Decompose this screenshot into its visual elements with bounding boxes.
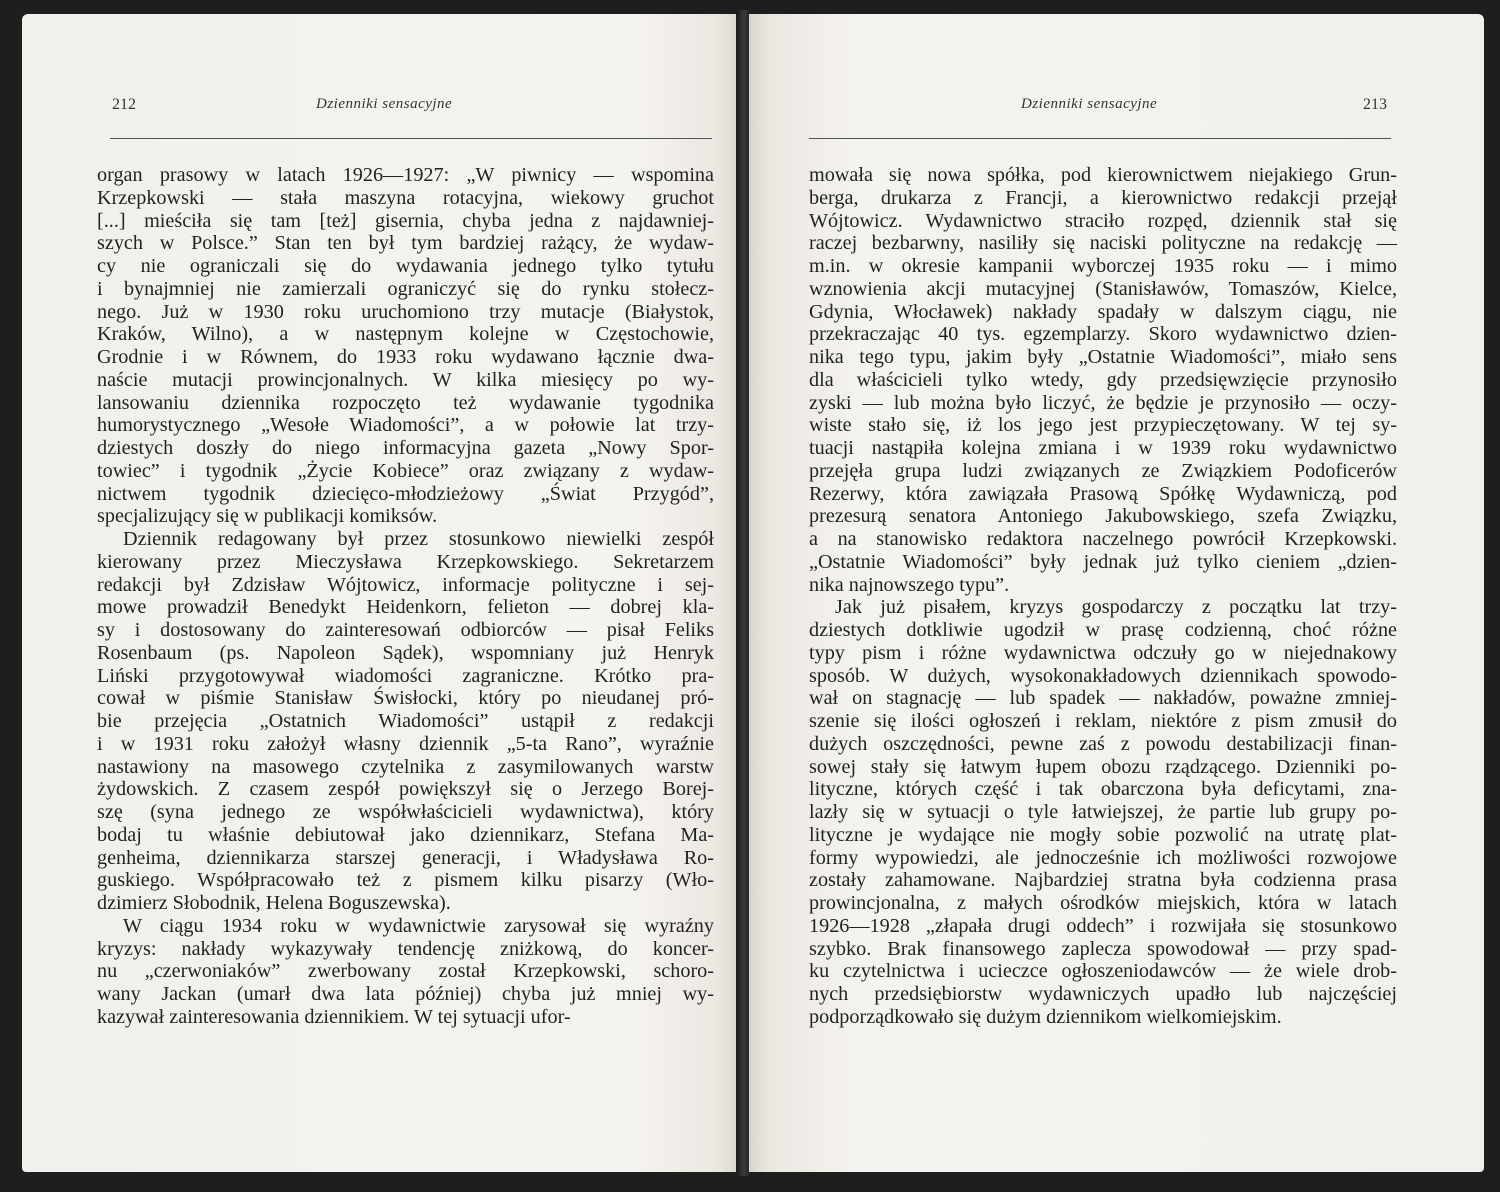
text-line: nastawiony na masowego czytelnika z zasymilowanych warstw — [97, 755, 714, 778]
text-line: lityczne je wydające nie mogły sobie pozwolić na utratę plat- — [809, 823, 1397, 846]
text-line: dzimierz Słobodnik, Helena Boguszewska). — [97, 892, 451, 914]
text-line: typy pism i różne wydawnictwa odczuły go w niejednakowy — [809, 641, 1397, 664]
text-line: wiste stało się, iż los jego jest przypieczętowany. W tej sy- — [809, 414, 1397, 437]
text-line: szenie się ilości ogłoszeń i reklam, niektóre z pism zmusił do — [809, 710, 1397, 732]
text-line: kierowany przez Mieczysława Krzepkowskiego. Sekretarzem — [97, 550, 714, 573]
right-running-head — [811, 96, 1391, 118]
text-line: szę (syna jednego ze współwłaścicieli wydawnictwa), który — [97, 801, 714, 823]
text-line: Krzepkowski — stała maszyna rotacyjna, wiekowy gruchot — [97, 186, 714, 209]
text-line: Rezerwy, która zawiązała Prasową Spółkę Wydawniczą, pod — [809, 482, 1397, 505]
text-line: mowała się nowa spółka, pod kierownictwem niejakiego Grun- — [809, 164, 1397, 186]
text-line: cował w piśmie Stanisław Świsłocki, który po nieudanej pró- — [97, 687, 714, 710]
text-line: kryzys: nakłady wykazywały tendencję zniżkową, do koncer- — [97, 937, 714, 960]
text-line: guskiego. Współpracowało też z pismem kilku pisarzy (Wło- — [97, 869, 714, 892]
right-body-text — [809, 164, 1397, 1029]
text-line: sposób. W dużych, wysokonakładowych dziennikach spowodo- — [809, 664, 1397, 687]
text-line: 1926—1928 „złapała drugi oddech” i rozwijała się stosunkowo — [809, 914, 1397, 937]
text-line: berga, drukarza z Francji, a kierownictwo redakcji przejął — [809, 186, 1397, 209]
text-line: i bynajmniej nie zamierzali ograniczyć się do rynku stołecz- — [97, 277, 714, 300]
right-page — [749, 14, 1484, 1172]
text-line: Wójtowicz. Wydawnictwo straciło rozpęd, dziennik stał się — [809, 209, 1397, 232]
text-line: a na stanowisko redaktora naczelnego powrócił Krzepkowski. — [809, 528, 1397, 550]
text-line: dla właścicieli tylko wtedy, gdy przedsięwzięcie przynosiło — [809, 368, 1397, 391]
text-line: dziestych doszły do niego informacyjna gazeta „Nowy Spor- — [97, 437, 714, 459]
text-line: nu „czerwoniaków” zwerbowany został Krzepkowski, schoro- — [97, 960, 714, 983]
left-page-number: 212 — [112, 96, 136, 113]
text-line: nego. Już w 1930 roku uruchomiono trzy mutacje (Białystok, — [97, 300, 714, 323]
text-line: bodaj tu właśnie debiutował jako dziennikarz, Stefana Ma- — [97, 823, 714, 846]
text-line: lityczne, których część i tak obarczona była deficytami, zna- — [809, 778, 1397, 801]
text-line: specjalizujący się w publikacji komiksów. — [97, 505, 438, 528]
text-line: żydowskich. Z czasem zespół powiększył się o Jerzego Borej- — [97, 778, 714, 801]
text-line: naście mutacji prowincjonalnych. W kilka miesięcy po wy- — [97, 368, 714, 391]
text-line: ku czytelnictwa i ucieczce ogłoszeniodawców — że wiele drob- — [809, 960, 1397, 983]
text-line: nych przedsiębiorstw wydawniczych upadło lub najczęściej — [809, 983, 1397, 1005]
text-line: genheima, dziennikarza starszej generacji, i Władysława Ro- — [97, 846, 714, 869]
text-line: dziestych dotkliwie ugodził w prasę codzienną, choć różne — [809, 619, 1397, 641]
text-line: humorystycznego „Wesołe Wiadomości”, a w połowie lat trzy- — [97, 414, 714, 437]
text-line: wał on stagnację — lub spadek — nakładów, poważne zmniej- — [809, 687, 1397, 710]
text-line: dużych oszczędności, pewne zaś z powodu destabilizacji finan- — [809, 732, 1397, 755]
text-line: cy nie ograniczali się do wydawania jednego tylko tytułu — [97, 255, 714, 277]
right-header-rule — [809, 138, 1391, 139]
text-line: Grodnie i w Równem, do 1933 roku wydawano łącznie dwa- — [97, 346, 714, 368]
text-line: prezesurą senatora Antoniego Jakubowskiego, szefa Związku, — [809, 505, 1397, 528]
left-running-title: Dzienniki sensacyjne — [316, 96, 453, 112]
text-line: W ciągu 1934 roku w wydawnictwie zarysował się wyraźny — [123, 914, 714, 937]
text-line: przekraczając 40 tys. egzemplarzy. Skoro wydawnictwo dzien- — [809, 323, 1397, 346]
text-line: mowe prowadził Benedykt Heidenkorn, felieton — dobrej kla- — [97, 596, 714, 619]
text-line: zostały zahamowane. Najbardziej stratna była codzienna prasa — [809, 869, 1397, 892]
text-line: formy wypowiedzi, ale jednocześnie ich możliwości rozwojowe — [809, 846, 1397, 869]
text-line: towiec” i tygodnik „Życie Kobiece” oraz związany z wydaw- — [97, 459, 714, 482]
text-line: kazywał zainteresowania dziennikiem. W tej sytuacji ufor- — [97, 1005, 571, 1028]
text-line: zyski — lub można było liczyć, że będzie je przynosiło — oczy- — [809, 391, 1397, 414]
text-line: Rosenbaum (ps. Napoleon Sądek), wspomniany już Henryk — [97, 641, 714, 664]
text-line: przejęła grupa ludzi związanych ze Związkiem Podoficerów — [809, 459, 1397, 482]
text-line: nika tego typu, jakim były „Ostatnie Wiadomości”, miało sens — [809, 346, 1397, 368]
text-line: Liński przygotowywał wiadomości zagraniczne. Krótko pra- — [97, 664, 714, 687]
text-line: Jak już pisałem, kryzys gospodarczy z początku lat trzy- — [835, 596, 1397, 619]
text-line: redakcji był Zdzisław Wójtowicz, informacje polityczne i sej- — [97, 573, 714, 596]
left-header-rule — [110, 138, 712, 139]
right-page-number: 213 — [1363, 96, 1387, 113]
text-line: lazły się w sytuacji o tyle łatwiejszej, że partie lub grupy po- — [809, 801, 1397, 823]
left-running-head — [112, 96, 714, 118]
text-line: wznowienia akcji mutacyjnej (Stanisławów, Tomaszów, Kielce, — [809, 277, 1397, 300]
text-line: prowincjonalna, z małych ośrodków miejskich, która w latach — [809, 892, 1397, 914]
text-line: bie przejęcia „Ostatnich Wiadomości” ustąpił z redakcji — [97, 710, 714, 732]
left-page — [22, 14, 739, 1172]
text-line: sy i dostosowany do zainteresowań odbiorców — pisał Feliks — [97, 619, 714, 641]
left-body-text — [97, 164, 714, 1029]
right-running-title: Dzienniki sensacyjne — [1021, 96, 1158, 112]
text-line: podporządkowało się dużym dziennikom wielkomiejskim. — [809, 1005, 1282, 1028]
text-line: Dziennik redagowany był przez stosunkowo niewielki zespół — [123, 528, 714, 550]
text-line: nika najnowszego typu”. — [809, 573, 1010, 596]
text-line: szybko. Brak finansowego zaplecza spowodował — przy spad- — [809, 937, 1397, 960]
text-line: sowej stały się łatwym łupem obozu rządzącego. Dzienniki po- — [809, 755, 1397, 778]
text-line: raczej bezbarwny, nasiliły się naciski polityczne na redakcję — — [809, 232, 1397, 255]
text-line: „Ostatnie Wiadomości” były jednak już tylko cieniem „dzien- — [809, 550, 1397, 573]
text-line: lansowaniu dziennika rozpoczęto też wydawanie tygodnika — [97, 391, 714, 414]
text-line: Gdynia, Włocławek) nakłady spadały w dalszym ciągu, nie — [809, 300, 1397, 323]
text-line: i w 1931 roku założył własny dziennik „5-ta Rano”, wyraźnie — [97, 732, 714, 755]
text-line: m.in. w okresie kampanii wyborczej 1935 roku — i mimo — [809, 255, 1397, 277]
text-line: szych w Polsce.” Stan ten był tym bardziej rażący, że wydaw- — [97, 232, 714, 255]
text-line: nictwem tygodnik dziecięco-młodzieżowy „Świat Przygód”, — [97, 482, 714, 505]
text-line: [...] mieściła się tam [też] gisernia, chyba jedna z najdawniej- — [97, 209, 714, 232]
text-line: wany Jackan (umarł dwa lata później) chyba już mniej wy- — [97, 983, 714, 1005]
text-line: tuacji nastąpiła kolejna zmiana i w 1939 roku wydawnictwo — [809, 437, 1397, 459]
text-line: Kraków, Wilno), a w następnym kolejne w Częstochowie, — [97, 323, 714, 346]
text-line: organ prasowy w latach 1926—1927: „W piwnicy — wspomina — [97, 164, 714, 186]
